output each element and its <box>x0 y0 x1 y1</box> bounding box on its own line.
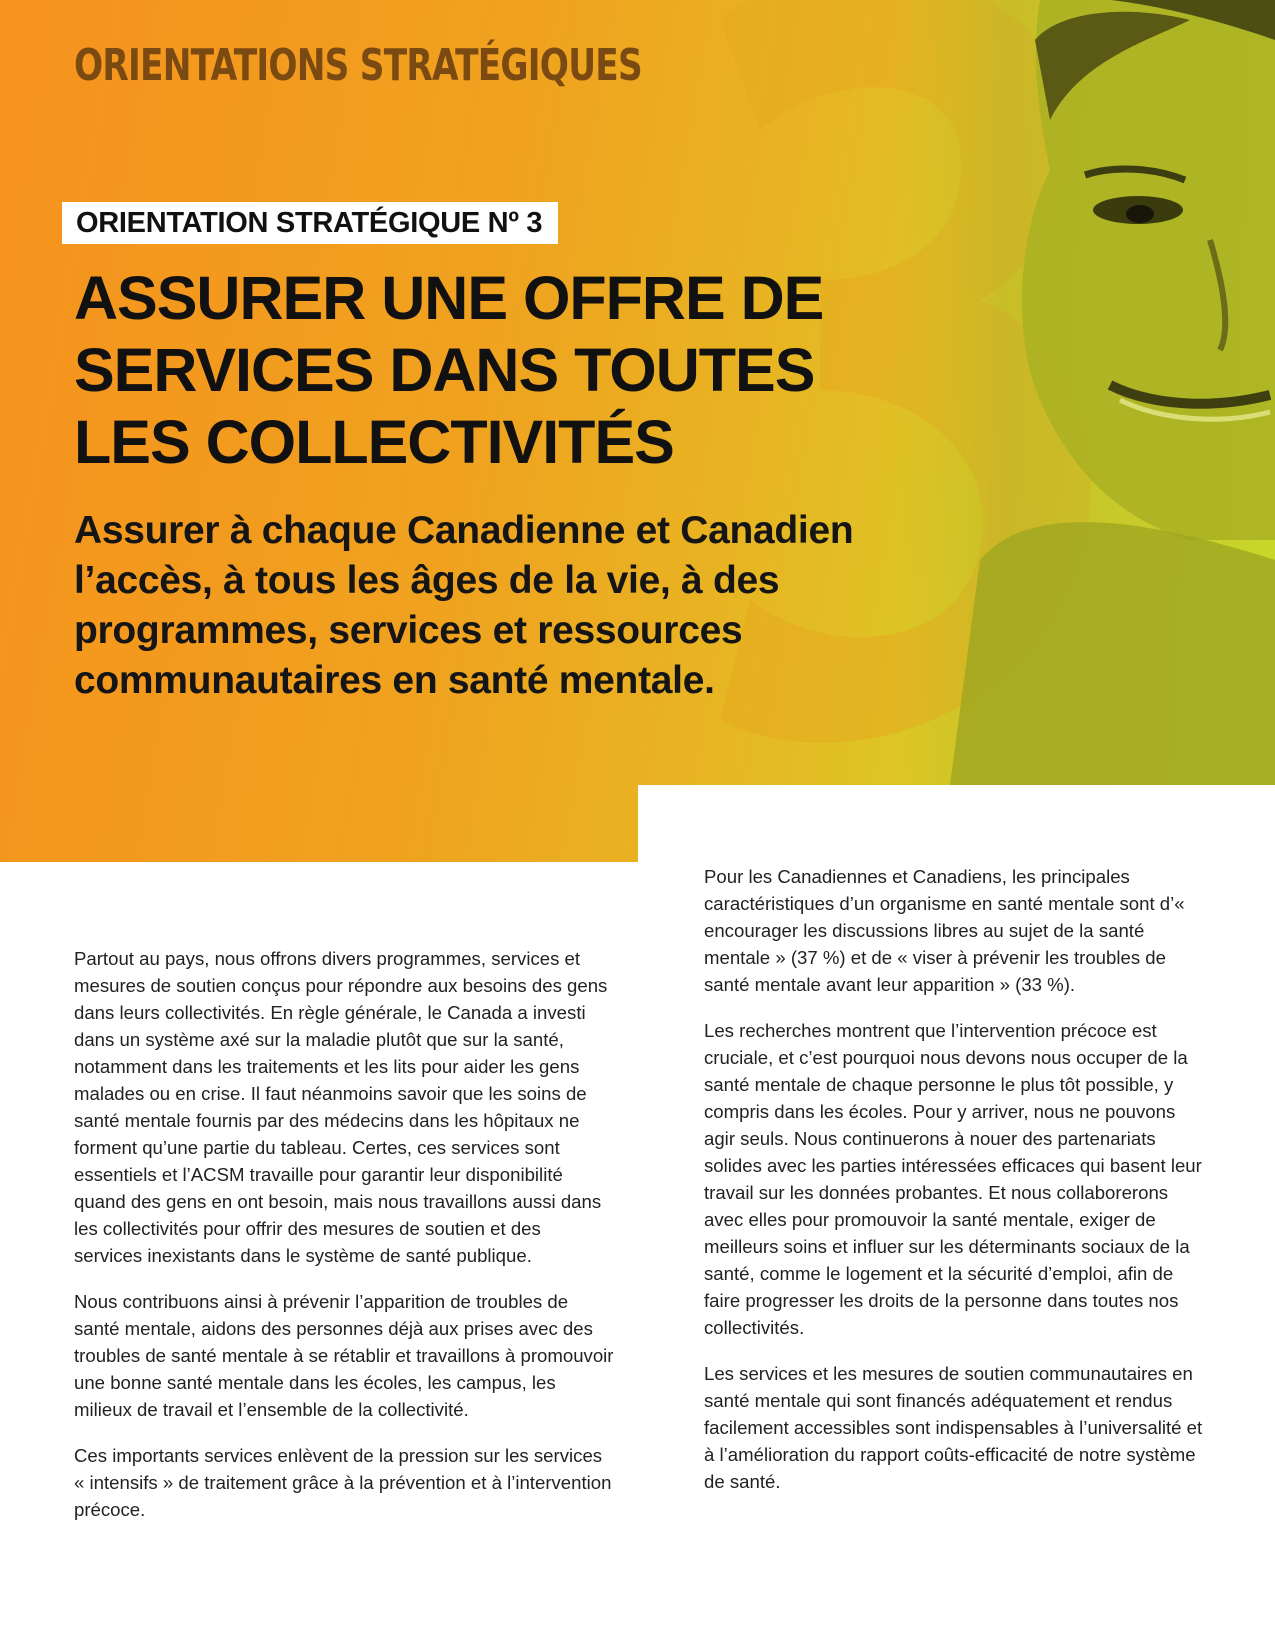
paragraph: Ces importants services enlèvent de la pression sur les services « intensifs » de traitement grâce à la prévention et à l’intervention précoce. <box>74 1445 612 1520</box>
paragraph: Les services et les mesures de soutien communautaires en santé mentale qui sont financés adéquatement et rendus facilement accessibles sont indispensables à l’universalité et à l’amélioration du rapport coûts-efficacité de notre système de santé. <box>704 1363 1203 1492</box>
paragraph: Nous contribuons ainsi à prévenir l’apparition de troubles de santé mentale, aidons des personnes déjà aux prises avec des troubles de santé mentale à se rétablir et travaillons à promouvoir une bonne santé mentale dans les écoles, les campus, les milieux de travail et l’ensemble de la collectivité. <box>74 1291 614 1420</box>
paragraph: Pour les Canadiennes et Canadiens, les principales caractéristiques d’un organisme en santé mentale sont d’« encourager les discussions libres au sujet de la santé mentale » (37 %) et de « viser à prévenir les troubles de santé mentale avant leur apparition » (33 %). <box>704 866 1185 995</box>
paragraph: Partout au pays, nous offrons divers programmes, services et mesures de soutien conçus pour répondre aux besoins des gens dans leurs collectivités. En règle générale, le Canada a investi dans un système axé sur la maladie plutôt que sur la santé, notamment dans les traitements et les lits pour aider les gens malades ou en crise. Il faut néanmoins savoir que les soins de santé mentale fournis par des médecins dans les hôpitaux ne forment qu’une partie du tableau. Certes, ces services sont essentiels et l’ACSM travaille pour garantir leur disponibilité quand des gens en ont besoin, mais nous travaillons aussi dans les collectivités pour offrir des mesures de soutien et des services inexistants dans le système de santé publique. <box>74 948 608 1266</box>
right-column <box>704 863 1204 1514</box>
paragraph: Les recherches montrent que l’intervention précoce est cruciale, et c’est pourquoi nous devons nous occuper de la santé mentale de chaque personne le plus tôt possible, y compris dans les écoles. Pour y arriver, nous ne pouvons agir seuls. Nous continuerons à nouer des partenariats solides avec les parties intéressées efficaces qui basent leur travail sur les données probantes. Et nous collaborerons avec elles pour promouvoir la santé mentale, exiger de meilleurs soins et influer sur les déterminants sociaux de la santé, comme le logement et la sécurité d’emploi, afin de faire progresser les droits de la personne dans toutes nos collectivités. <box>704 1020 1202 1338</box>
orientation-badge-label: ORIENTATION STRATÉGIQUE Nº 3 <box>76 206 543 239</box>
orientation-badge <box>62 202 558 244</box>
page-subtitle: Assurer à chaque Canadienne et Canadien l’accès, à tous les âges de la vie, à des programmes, services et ressources communautaires en santé mentale. <box>74 509 854 702</box>
portrait-photo <box>890 0 1275 785</box>
page-notch <box>638 785 1275 862</box>
page-title: ASSURER UNE OFFRE DE SERVICES DANS TOUTES LES COLLECTIVITÉS <box>74 264 824 476</box>
section-label: ORIENTATIONS STRATÉGIQUES <box>74 40 642 91</box>
left-column <box>74 945 614 1542</box>
